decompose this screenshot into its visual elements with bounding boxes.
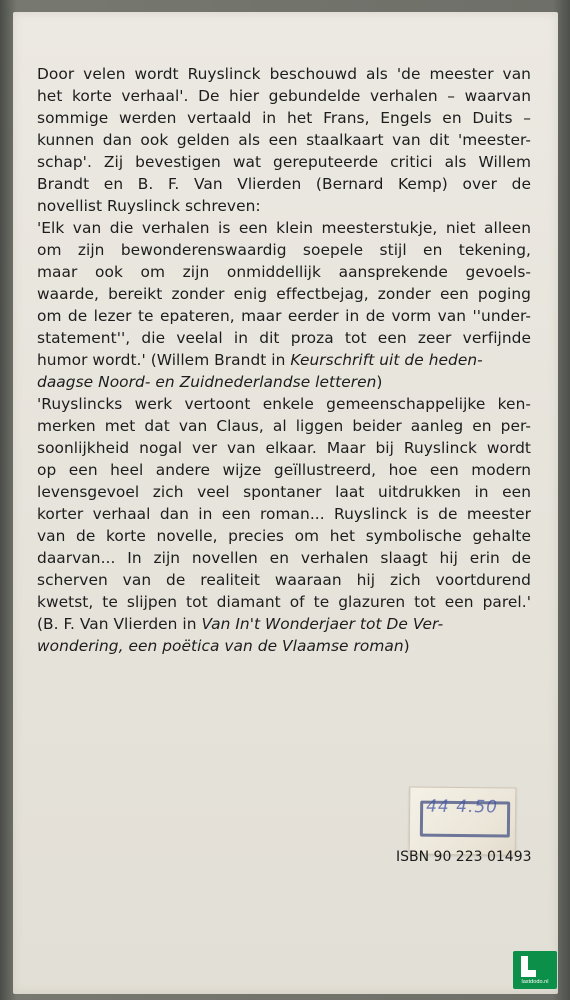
blurb-line: kunnen dan ook gelden als een staalkaart van dit 'meester-: [37, 131, 531, 149]
citation-close: ): [403, 637, 410, 655]
logo-mark-icon: [521, 956, 536, 977]
blurb-line: schap'. Zij bevestigen wat gereputeerde critici als Willem: [37, 153, 531, 171]
quote-citation-line: [37, 349, 531, 371]
quote-line: waarde, bereikt zonder enig effectbejag, zonder een poging: [37, 285, 531, 303]
citation-text: humor wordt.' (Willem Brandt in: [37, 351, 291, 369]
quote-line: maar ook om zijn onmiddellijk aansprekende gevoels-: [37, 263, 531, 281]
blurb-line: Brandt en B. F. Van Vlierden (Bernard Kemp) over de: [37, 175, 531, 193]
quote-line: scherven van de realiteit waaraan hij zich voortdurend: [37, 571, 531, 589]
citation-title: wondering, een poëtica van de Vlaamse roman: [37, 637, 404, 655]
citation-text: (B. F. Van Vlierden in: [37, 615, 202, 633]
logo-subtext: lastdodo.nl: [521, 979, 549, 985]
isbn-number: ISBN 90 223 01493: [396, 849, 532, 865]
citation-title: daagse Noord- en Zuidnederlandse letteren: [37, 373, 377, 391]
quote-line: daarvan... In zijn novellen en verhalen slaagt hij erin de: [37, 549, 531, 567]
quote-line: 'Ruyslincks werk vertoont enkele gemeenschappelijke ken-: [37, 395, 531, 413]
citation-title: Van In't Wonderjaer tot De Ver-: [201, 615, 444, 633]
citation-close: ): [376, 373, 383, 391]
quote-citation-line: [37, 613, 531, 635]
quote-line: korter verhaal dan in een roman... Ruyslinck is de meester: [37, 505, 531, 523]
blurb-line: sommige werden vertaald in het Frans, Engels en Duits –: [37, 109, 531, 127]
quote-line: merken met dat van Claus, al liggen beider aanleg en per-: [37, 417, 531, 435]
quote-line: 'Elk van die verhalen is een klein meesterstukje, niet alleen: [37, 219, 531, 237]
book-back-cover: [13, 12, 558, 994]
quote-citation-line: [37, 635, 531, 657]
quote-line: van de korte novelle, precies om het symbolische gehalte: [37, 527, 531, 545]
quote-line: statement'', die veelal in dit proza tot een zeer verfijnde: [37, 329, 531, 347]
handwritten-price: 44 4.50: [426, 796, 499, 818]
quote-line: om zijn bewonderenswaardig soepele stijl en tekening,: [37, 241, 531, 259]
quote-line: levensgevoel zich veel spontaner laat uitdrukken in een: [37, 483, 531, 501]
quote-citation-line: [37, 371, 531, 393]
blurb-text-block: [37, 63, 531, 657]
quote-line: om de lezer te epateren, maar eerder in de vorm van ''under-: [37, 307, 531, 325]
citation-title: Keurschrift uit de heden-: [290, 351, 483, 369]
blurb-line: novellist Ruyslinck schreven:: [37, 197, 261, 215]
blurb-line: Door velen wordt Ruyslinck beschouwd als 'de meester van: [37, 65, 531, 83]
price-sticker: [409, 786, 517, 855]
quote-line: soonlijkheid nogal ver van elkaar. Maar bij Ruyslinck wordt: [37, 439, 531, 457]
blurb-line: het korte verhaal'. De hier gebundelde verhalen – waarvan: [37, 87, 531, 105]
quote-line: op een heel andere wijze geïllustreerd, hoe een modern: [37, 461, 531, 479]
quote-line: kwetst, te slijpen tot diamant of te glazuren tot een parel.': [37, 593, 531, 611]
lastdodo-logo: [513, 951, 557, 989]
